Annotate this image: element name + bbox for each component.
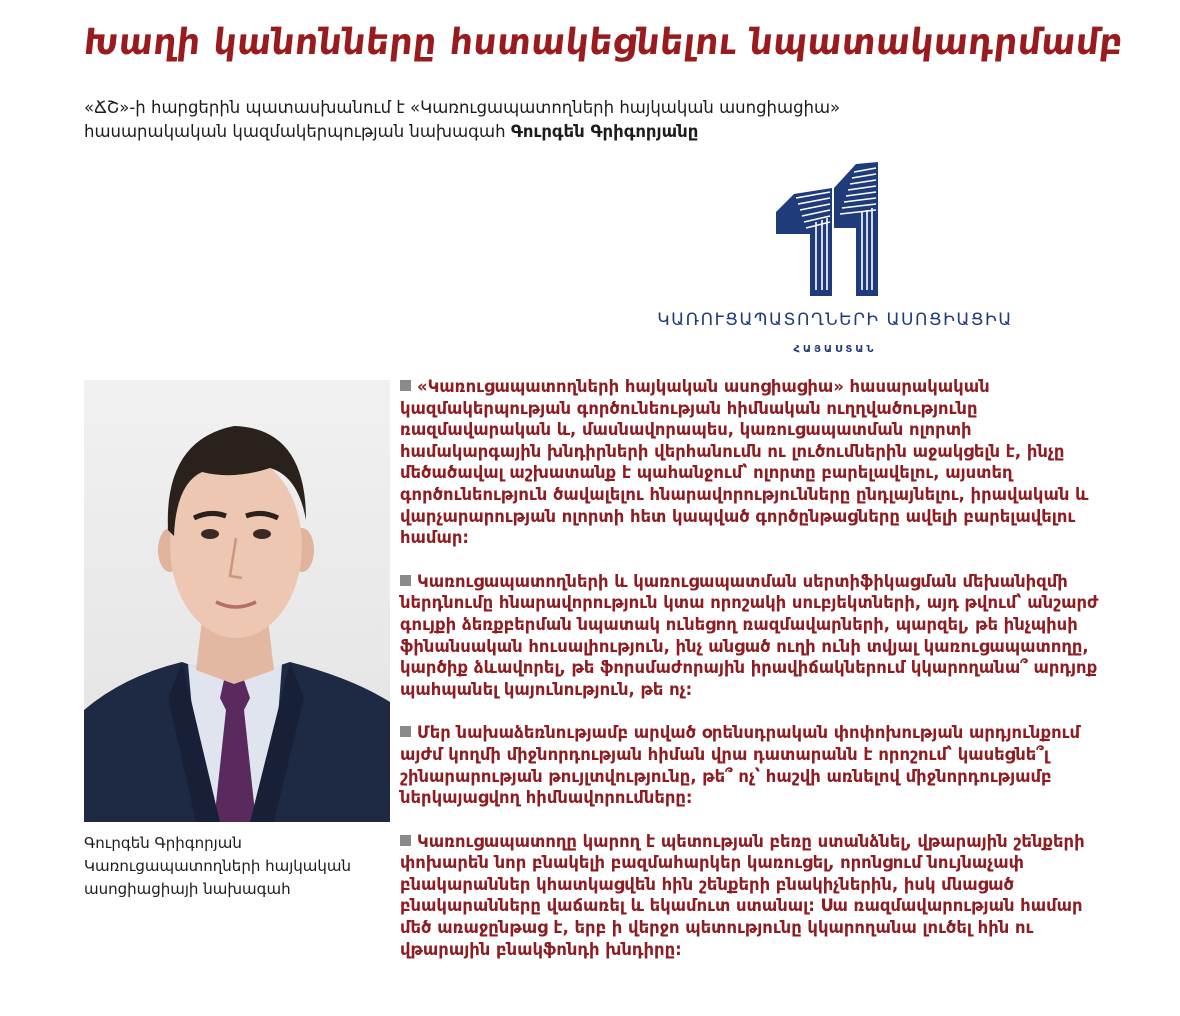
caption-role-line1: Կառուցապատողների հայկական — [84, 857, 352, 875]
paragraph — [400, 571, 1110, 701]
association-logo — [640, 158, 1030, 368]
bullet-square-icon — [400, 726, 411, 737]
intro-text: «ՃՇ»-ի հարցերին պատասխանում է «Կառուցապատողների հայկական ասոցիացիա» հասարակական կազմակերպության նախագահ — [84, 98, 841, 141]
paragraph — [400, 722, 1110, 808]
paragraph — [400, 831, 1110, 961]
caption-role-line2: ասոցիացիայի նախագահ — [84, 880, 291, 898]
logo-name: ԿԱՌՈՒՑԱՊԱՏՈՂՆԵՐԻ ԱՍՈՑԻԱՑԻԱ — [657, 310, 1013, 330]
building-logo-icon — [640, 158, 1030, 308]
bullet-square-icon — [400, 380, 411, 391]
bullet-square-icon — [400, 575, 411, 586]
logo-subtitle: ՀԱՅԱՍՏԱՆ — [793, 344, 877, 355]
bullet-square-icon — [400, 835, 411, 846]
paragraph-text: Մեր նախաձեռնությամբ արված օրենսդրական փոփոխության արդյունքում այժմ կողմի միջնորդության հիման վրա դատարանն է որոշում՝ կասեցնե՞լ շինարարության թույլտվությունը, թե՞ ոչ՝ հաշվի առնելով միջնորդությամբ ներկայացվող հիմնավորումները: — [400, 723, 1080, 808]
portrait-photo — [84, 380, 390, 822]
caption-name: Գուրգեն Գրիգորյան — [84, 834, 242, 852]
paragraph-text: Կառուցապատողը կարող է պետության բեռը ստանձնել, վթարային շենքերի փոխարեն նոր բնակելի բազմահարկեր կառուցել, որոնցում նույնաչափ բնակարաններ կհատկացվեն հին շենքերի բնակիչներին, իսկ մնացած բնակարանները վաճառել և եկամուտ ստանալ: Սա ռազմավարության համար մեծ առաջընթաց է, երբ ի վերջո պետությունը կկարողանա լուծել հին ու վթարային բնակֆոնդի խնդիրը: — [400, 831, 1085, 959]
paragraph-text: Կառուցապատողների և կառուցապատման սերտիֆիկացման մեխանիզմի ներդնումը հնարավորություն կտա որոշակի սուբյեկտների, այդ թվում՝ անշարժ գույքի ձեռքբերման նպատակ ունեցող ռազմավարների, պարզել, թե ինչպիսի ֆինանսական հուսալիություն, ինչ անցած ուղի ունի տվյալ կառուցապատողը, կարծիք ձևավորել, թե ֆորսմաժորային իրավիճակներում կկարողանա՞ արդյոք պահպանել կայունություն, թե ոչ: — [400, 571, 1099, 699]
paragraph-text: «Կառուցապատողների հայկական ասոցիացիա» հասարակական կազմակերպության գործունեության հիմնական ուղղվածությունը ռազմավարական և, մասնավորապես, կառուցապատման ոլորտի համակարգային խնդիրների վերհանումն ու լուծումներին աջակցելն է, ինչը մեծածավալ աշխատանք է պահանջում՝ ոլորտը բարելավելու, այստեղ գործունեություն ծավալելու հնարավորությունները ընդլայնելու, իրավական և վարչարարության ոլորտի հետ կապված գործընթացները ավելի բարելավելու համար: — [400, 377, 1089, 548]
article-body — [400, 376, 1110, 982]
interviewee-name: Գուրգեն Գրիգորյանը — [510, 122, 699, 141]
article-title: Խաղի կանոնները հստակեցնելու նպատակադրմամբ — [81, 22, 1126, 63]
paragraph — [400, 376, 1110, 549]
intro-lead — [84, 96, 964, 144]
photo-caption — [84, 832, 374, 901]
